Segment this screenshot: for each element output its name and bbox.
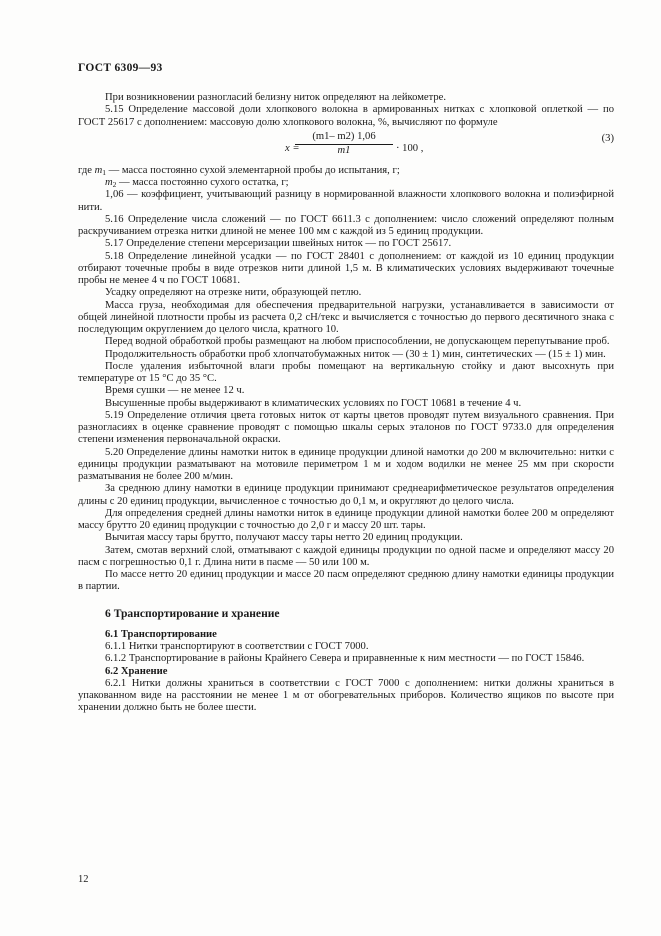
where-text: — масса постоянно сухой элементарной пробы до испытания, г; <box>105 164 400 176</box>
where-text: — масса постоянно сухого остатка, г; <box>116 177 289 188</box>
paragraph: Усадку определяют на отрезке нити, образующей петлю. <box>105 287 362 299</box>
formula-tail: · 100 , <box>396 142 424 154</box>
paragraph-5-20: 5.20 Определение длины намотки ниток в единице продукции длиной намотки до 200 м включительно: нитки с единицы продукции разматывают на мотовиле периметром 1 м и ходом водилки не менее 25 мм при скорости разматывания не более 200 м/мин. <box>78 446 614 482</box>
formula-numerator: (m1– m2) 1,06 <box>295 131 393 145</box>
where-prefix: где <box>78 164 92 176</box>
subscript: 1 <box>102 167 106 177</box>
paragraph: Продолжительность обработки проб хлопчатобумажных ниток — (30 ± 1) мин, синтетических — (15 ± 1) мин. <box>105 348 606 360</box>
paragraph-6-1-1: 6.1.1 Нитки транспортируют в соответствии с ГОСТ 7000. <box>105 641 369 652</box>
document-header: ГОСТ 6309—93 <box>78 62 163 74</box>
paragraph: По массе нетто 20 единиц продукции и массе 20 пасм определяют среднюю длину намотки единицы продукции в партии. <box>78 569 614 593</box>
symbol-m: m <box>94 164 103 176</box>
paragraph: Для определения средней длины намотки ниток в единице продукции длиной намотки более 200 м определяют массу брутто 20 единиц продукции с точностью до 2,0 г и массу 20 шт. тары. <box>78 507 614 531</box>
paragraph: После удаления избыточной влаги пробы помещают на вертикальную стойку и дают высохнуть при температуре от 15 °С до 35 °С. <box>78 360 614 384</box>
paragraph: Масса груза, необходимая для обеспечения предварительной нагрузки, устанавливается в зависимости от общей линейной плотности пробы из расчета 0,2 сН/текс и вычисляется с точностью до первого десятичного знака с последующим округлением до целого числа, кратного 10. <box>78 299 614 335</box>
formula-fraction <box>295 131 393 158</box>
subscript: 2 <box>112 180 117 189</box>
paragraph-5-17: 5.17 Определение степени мерсеризации швейных ниток — по ГОСТ 25617. <box>105 238 452 250</box>
paragraph: За среднюю длину намотки в единице продукции принимают среднеарифметическое результатов определения длины с 20 единиц продукции, вычисленное с точностью до 0,1 м, и округляют до целого числа. <box>78 483 614 507</box>
document-body <box>78 92 614 715</box>
subsection-heading-6-1: 6.1 Транспортирование <box>105 628 217 640</box>
formula-3 <box>78 130 614 164</box>
paragraph: Время сушки — не менее 12 ч. <box>105 385 245 397</box>
paragraph: Затем, смотав верхний слой, отматывают с каждой единицы продукции по одной пасме и определяют массу 20 пасм с погрешностью 0,1 г. Длина нити в пасме — 50 или 100 м. <box>78 544 614 568</box>
where-line-m2 <box>78 177 614 189</box>
paragraph-6-2-1: 6.2.1 Нитки должны храниться в соответствии с ГОСТ 7000 с дополнением: нитки должны храниться в упакованном виде на расстоянии не менее 1 м от обогревательных приборов. Количество ящиков по высоте при хранении должно быть не более шести. <box>78 677 614 714</box>
formula-number: (3) <box>601 132 614 144</box>
where-line-m1 <box>78 165 614 177</box>
formula-denominator: m1 <box>337 145 351 156</box>
paragraph-5-19: 5.19 Определение отличия цвета готовых ниток от карты цветов проводят путем визуального сравнения. При разногласиях в оценке сравнение проводят с помощью шкалы серых эталонов по ГОСТ 9733.0 для определения степени изменения первоначальной окраски. <box>78 409 614 446</box>
paragraph: Высушенные пробы выдерживают в климатических условиях по ГОСТ 10681 в течение 4 ч. <box>105 397 522 409</box>
paragraph: При возникновении разногласий белизну ниток определяют на лейкометре. <box>105 92 447 103</box>
paragraph-5-15: 5.15 Определение массовой доли хлопкового волокна в армированных нитках с хлопковой оплеткой — по ГОСТ 25617 с дополнением: массовую долю хлопкового волокна, %, вычисляют по формуле <box>78 104 614 128</box>
paragraph-5-16: 5.16 Определение числа сложений — по ГОСТ 6611.3 с дополнением: число сложений определяют полным раскручиванием отрезка нитки длиной не менее 100 мм с каждой из 5 единиц продукции. <box>78 213 614 237</box>
paragraph-5-18: 5.18 Определение линейной усадки — по ГОСТ 28401 с дополнением: от каждой из 10 единиц продукции отбирают точечные пробы в виде отрезков нити длиной 1,5 м. В климатических условиях выдерживают точечные пробы не менее 4 ч по ГОСТ 10681. <box>78 250 614 286</box>
section-heading-6: 6 Транспортирование и хранение <box>105 606 280 620</box>
symbol-m: m <box>105 177 113 188</box>
subsection-heading-6-2: 6.2 Хранение <box>105 665 168 677</box>
where-line-coef: 1,06 — коэффициент, учитывающий разницу в нормированной влажности хлопкового волокна и полиэфирной нити. <box>78 189 614 213</box>
paragraph: Вычитая массу тары брутто, получают массу тары нетто 20 единиц продукции. <box>105 532 463 544</box>
formula-lhs: x = <box>285 142 300 154</box>
page-number: 12 <box>78 874 89 885</box>
paragraph: Перед водной обработкой пробы размещают на любом приспособлении, не допускающем перепутывание проб. <box>105 336 610 348</box>
paragraph-6-1-2: 6.1.2 Транспортирование в районы Крайнего Севера и приравненные к ним местности — по ГОСТ 15846. <box>105 653 585 665</box>
